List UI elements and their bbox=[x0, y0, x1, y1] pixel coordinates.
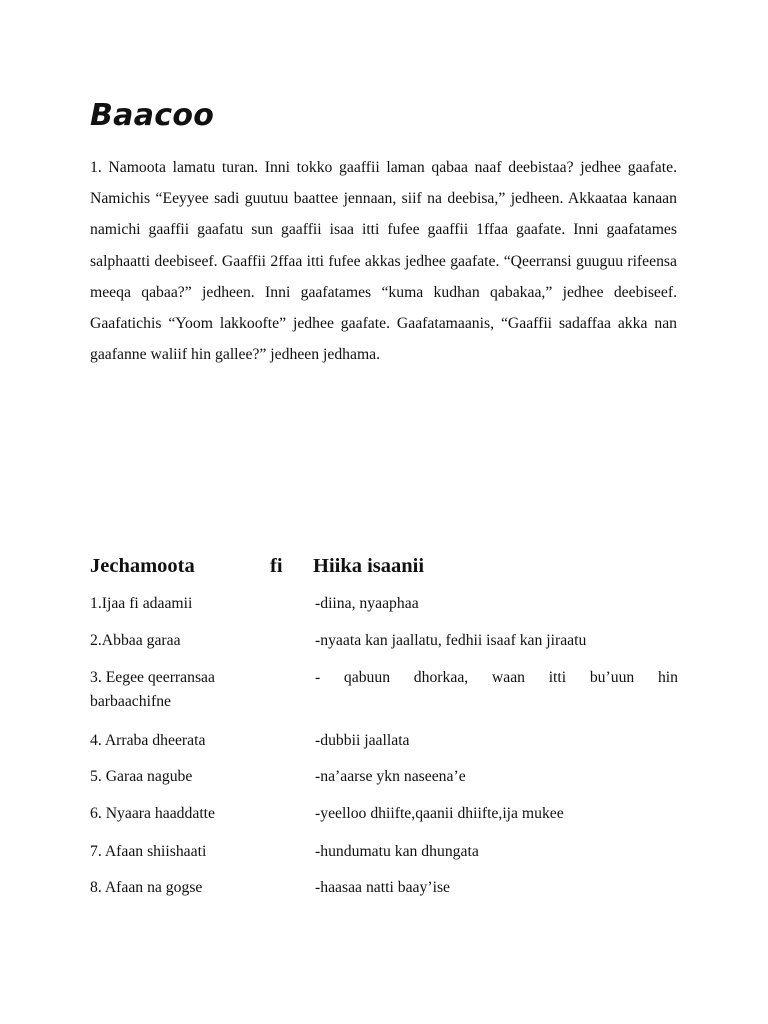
glossary-table bbox=[90, 592, 680, 906]
table-row bbox=[90, 629, 680, 666]
meaning-cell: -diina, nyaaphaa bbox=[315, 595, 419, 612]
header-meanings: Hiika isaanii bbox=[313, 555, 425, 577]
meaning-cell: -yeelloo dhiifte,qaanii dhiifte,ija mukee bbox=[315, 805, 564, 822]
table-row bbox=[90, 840, 680, 876]
term-cell: 4. Arraba dheerata bbox=[90, 732, 206, 749]
table-row bbox=[90, 666, 680, 729]
header-and: fi bbox=[270, 555, 283, 577]
meaning-cell: -haasaa natti baay’ise bbox=[315, 879, 451, 896]
meaning-cell: -hundumatu kan dhungata bbox=[315, 843, 479, 860]
term-cell: 1.Ijaa fi adaamii bbox=[90, 595, 193, 612]
glossary-header bbox=[90, 551, 680, 581]
term-cell: 5. Garaa nagube bbox=[90, 768, 193, 785]
table-row bbox=[90, 729, 680, 765]
term-cell: 2.Abbaa garaa bbox=[90, 632, 181, 649]
term-cell: 7. Afaan shiishaati bbox=[90, 843, 207, 860]
meaning-cell: -nyaata kan jaallatu, fedhii isaaf kan jiraatu bbox=[315, 632, 587, 649]
term-cell: 8. Afaan na gogse bbox=[90, 879, 203, 896]
table-row bbox=[90, 802, 680, 840]
meaning-cell: -dubbii jaallata bbox=[315, 732, 410, 749]
table-row bbox=[90, 876, 680, 906]
term-cell: 3. Eegee qeerransaa barbaachifne bbox=[90, 669, 215, 710]
meaning-cell: - qabuun dhorkaa, waan itti bu’uun hin bbox=[315, 669, 678, 686]
table-row bbox=[90, 592, 680, 629]
meaning-cell: -na’aarse ykn naseena’e bbox=[315, 768, 466, 785]
header-terms: Jechamoota bbox=[90, 555, 195, 577]
page-title: Baacoo bbox=[90, 98, 215, 133]
story-paragraph: 1. Namoota lamatu turan. Inni tokko gaaffii laman qabaa naaf deebistaa? jedhee gaafate. Namichis “Eeyyee sadi guutuu baattee jennaan, siif na deebisa,” jedheen. Akkaataa kanaan namichi gaaffii gaafatu sun gaaffii isaa itti fufee gaaffii 1ffaa gaafate. Inni gaafatames salphaatti deebiseef. Gaaffii 2ffaa itti fufee akkas jedhee gaafate. “Qeerransi guuguu rifeensa meeqa qabaa?” jedheen. Inni gaafatames “kuma kudhan qabakaa,” jedhee deebiseef. Gaafatichis “Yoom lakkoofte” jedhee gaafate. Gaafatamaanis, “Gaaffii sadaffaa akka nan gaafanne waliif hin gallee?” jedheen jedhama. bbox=[90, 159, 677, 364]
table-row bbox=[90, 765, 680, 802]
term-cell: 6. Nyaara haaddatte bbox=[90, 805, 215, 822]
